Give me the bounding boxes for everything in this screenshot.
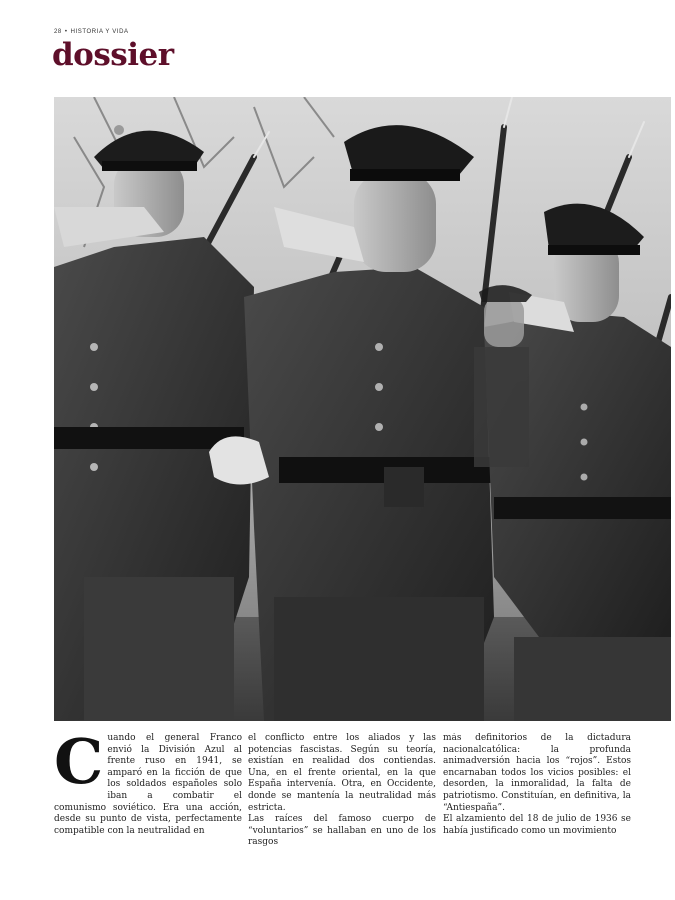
section-title: dossier [52,37,174,73]
article-paragraph: uando el general Franco envió la División Azul al frente ruso en 1941, se amparó en la ficción de que los soldados españoles solo iban a combatir el comunismo soviético. Era una acción, desde su punto de vista, perfectamente compatible con la neutralidad en [54,733,242,836]
soldiers-photo-illustration [54,97,671,721]
article-column-2 [248,733,436,863]
drop-cap: C [54,733,104,798]
article-column-1 [54,733,242,863]
article-paragraph: más definitorios de la dictadura nacionalcatólica: la profunda animadversión hacia los “rojos”. Estos encarnaban todos los vicios posibles: el desorden, la inmoralidad, la falta de patriotismo. Constituían, en definitiva, la “Antiespaña”. [443,733,631,813]
article-body [54,733,671,863]
article-photo [54,97,671,721]
article-paragraph: el conflicto entre los aliados y las potencias fascistas. Según su teoría, existían en realidad dos contiendas. Una, en el frente oriental, en la que España intervenía. Otra, en Occidente, donde se mantenía la neutralidad más estricta. [248,733,436,813]
article-paragraph: Las raíces del famoso cuerpo de “voluntarios” se hallaban en uno de los rasgos [248,814,436,848]
article-paragraph: El alzamiento del 18 de julio de 1936 se había justificado como un movimiento [443,814,631,836]
page-number: 28 [54,29,62,35]
magazine-name: HISTORIA Y VIDA [70,29,129,35]
article-column-3 [443,733,631,863]
folio-separator: • [64,29,68,35]
